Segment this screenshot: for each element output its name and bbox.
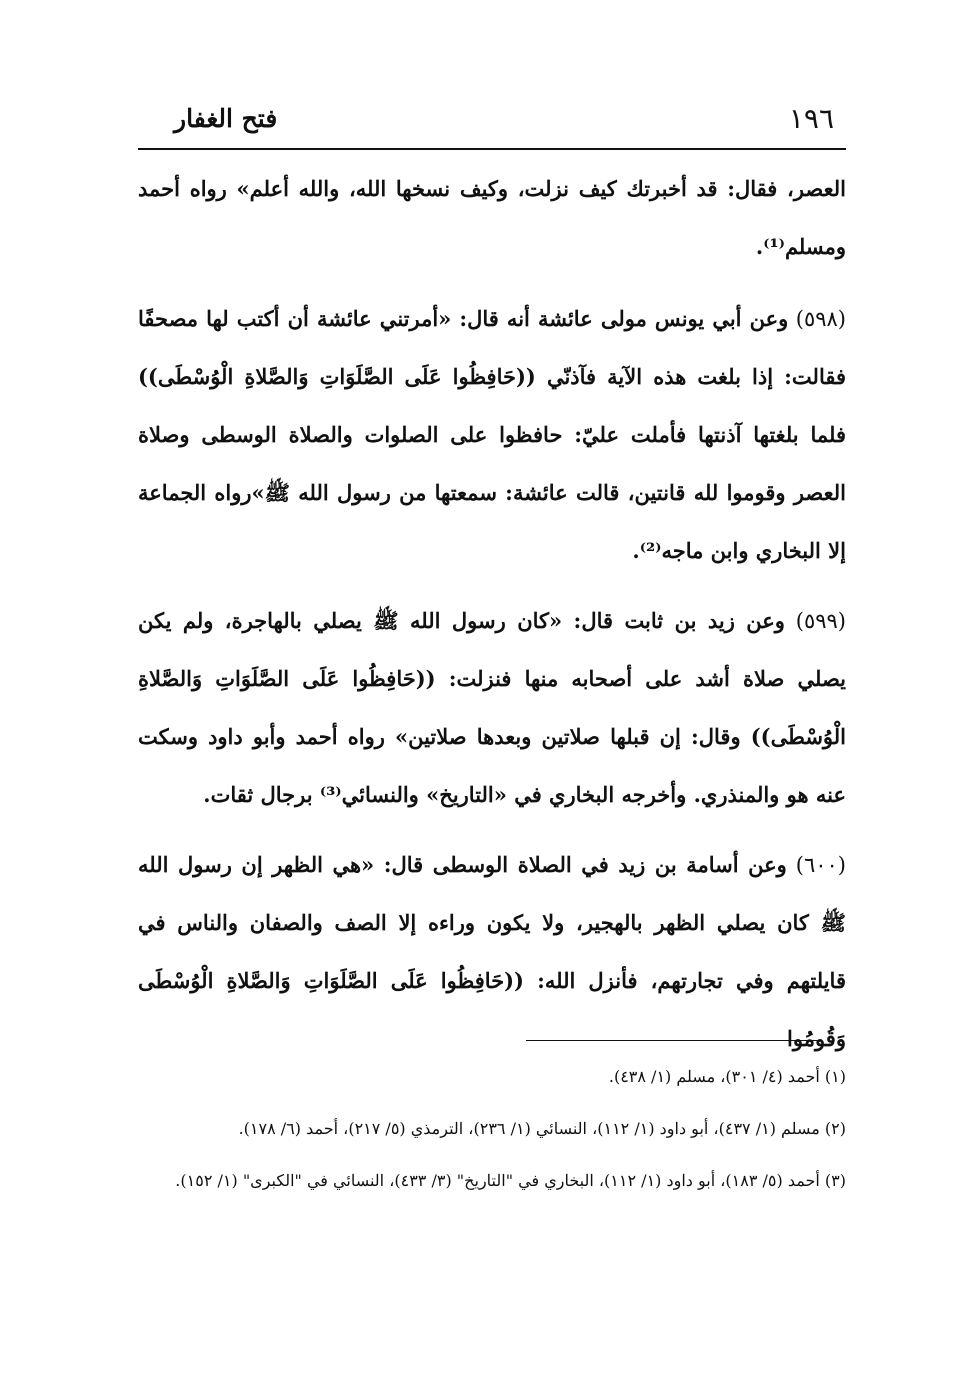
- page-header: [138, 100, 846, 150]
- page-number: ١٩٦: [788, 102, 834, 135]
- running-title: فتح الغفار: [174, 104, 278, 133]
- paragraph-text: وعن أبي يونس مولى عائشة أنه قال: «أمرتني عائشة أن أكتب لها مصحفًا فقالت: إذا بلغت هذه الآية فآذنّي ((حَافِظُوا عَلَى الصَّلَوَاتِ وَالصَّلاةِ الْوُسْطَى)) فلما بلغتها آذنتها فأملت عليّ: حافظوا على الصلوات والصلاة الوسطى وصلاة العصر وقوموا لله قانتين، قالت عائشة: سمعتها من رسول الله ﷺ»رواه الجماعة إلا البخاري وابن ماجه⁽²⁾.: [138, 306, 846, 563]
- paragraph-continuation: [138, 160, 846, 276]
- hadith-number: (٦٠٠): [795, 853, 846, 877]
- hadith-598: [138, 290, 846, 580]
- footnote-2: (٢) مسلم (١/ ٤٣٧)، أبو داود (١/ ١١٢)، النسائي (١/ ٢٣٦)، الترمذي (٥/ ٢١٧)، أحمد (٦/ ١٧٨).: [238, 1119, 846, 1138]
- paragraph-text: العصر، فقال: قد أخبرتك كيف نزلت، وكيف نسخها الله، والله أعلم» رواه أحمد ومسلم⁽¹⁾.: [138, 176, 846, 259]
- hadith-600: [138, 836, 846, 1068]
- paragraph-text: وعن أسامة بن زيد في الصلاة الوسطى قال: «هي الظهر إن رسول الله ﷺ كان يصلي الظهر بالهجير، ولا يكون وراءه إلا الصف والصفان والناس في قايلتهم وفي تجارتهم، فأنزل الله: ((حَافِظُوا عَلَى الصَّلَوَاتِ وَالصَّلاةِ الْوُسْطَى وَقُومُوا: [138, 852, 846, 1051]
- footnote-3: (٣) أحمد (٥/ ١٨٣)، أبو داود (١/ ١١٢)، البخاري في "التاريخ" (٣/ ٤٣٣)، النسائي في "الكبرى" (١/ ١٥٢).: [175, 1171, 846, 1190]
- header-divider: [138, 148, 846, 150]
- footnote-1: (١) أحمد (٤/ ٣٠١)، مسلم (١/ ٤٣٨).: [608, 1067, 846, 1086]
- hadith-599: [138, 592, 846, 824]
- footnote-divider: [526, 1040, 818, 1041]
- hadith-number: (٥٩٩): [795, 609, 846, 633]
- footnotes: [138, 1052, 846, 1208]
- hadith-number: (٥٩٨): [795, 307, 846, 331]
- paragraph-text: وعن زيد بن ثابت قال: «كان رسول الله ﷺ يصلي بالهاجرة، ولم يكن يصلي صلاة أشد على أصحابه منها فنزلت: ((حَافِظُوا عَلَى الصَّلَوَاتِ وَالصَّلاةِ الْوُسْطَى)) وقال: إن قبلها صلاتين وبعدها صلاتين» رواه أحمد وأبو داود وسكت عنه هو والمنذري. وأخرجه البخاري في «التاريخ» والنسائي⁽³⁾ برجال ثقات.: [138, 608, 846, 807]
- main-text: [138, 160, 846, 1080]
